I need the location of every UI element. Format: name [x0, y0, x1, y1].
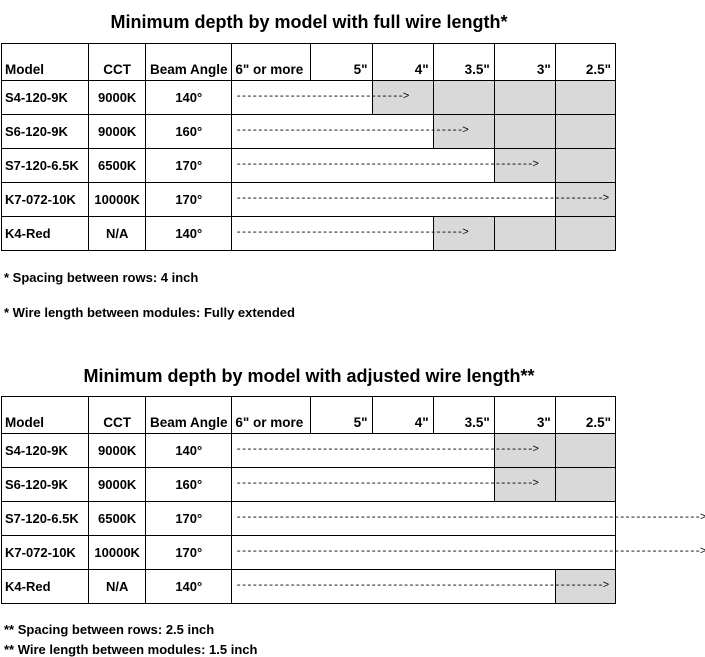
header-cell: 3.5": [433, 397, 494, 434]
table-row: [2, 183, 616, 217]
note-wire-adjusted: ** Wire length between modules: 1.5 inch: [4, 642, 258, 657]
beam-cell: 170°: [146, 149, 232, 183]
title-adjusted-wire: Minimum depth by model with adjusted wire length**: [83, 366, 535, 386]
depth-range-cell: [232, 434, 538, 468]
arrow-indicator: ------------------------------------------>: [235, 226, 468, 239]
note-wire-full: * Wire length between modules: Fully extended: [4, 305, 295, 320]
unsupported-depth-cell: [433, 81, 494, 115]
header-cell: 2.5": [555, 397, 615, 434]
table-row: [2, 570, 616, 604]
cct-cell: 9000K: [89, 115, 146, 149]
cct-cell: 6500K: [89, 149, 146, 183]
unsupported-depth-cell: [555, 115, 615, 149]
depth-range-cell: [232, 81, 409, 115]
depth-range-cell: [232, 217, 468, 251]
table-row: [2, 502, 616, 536]
cct-cell: 10000K: [89, 536, 146, 570]
model-cell: K4-Red: [2, 217, 89, 251]
cct-cell: 10000K: [89, 183, 146, 217]
beam-cell: 140°: [146, 570, 232, 604]
unsupported-depth-cell: [555, 468, 615, 502]
model-cell: S4-120-9K: [2, 81, 89, 115]
arrow-indicator: ------------------------------------------------------->: [235, 443, 538, 456]
depth-range-cell: [232, 183, 609, 217]
depth-range-cell: [232, 502, 705, 536]
model-cell: S6-120-9K: [2, 115, 89, 149]
unsupported-depth-cell: [494, 217, 555, 251]
depth-range-cell: [232, 536, 705, 570]
arrow-indicator: -------------------------------------------------------------------------------------->: [235, 511, 705, 524]
beam-cell: 140°: [146, 217, 232, 251]
beam-cell: 160°: [146, 468, 232, 502]
table-row: [2, 468, 616, 502]
model-cell: S6-120-9K: [2, 468, 89, 502]
header-cell: 6" or more: [232, 44, 311, 81]
model-cell: S7-120-6.5K: [2, 149, 89, 183]
header-cell: Beam Angle: [146, 397, 232, 434]
table-row: [2, 149, 616, 183]
model-cell: S7-120-6.5K: [2, 502, 89, 536]
unsupported-depth-cell: [555, 81, 615, 115]
depth-range-cell: [232, 149, 538, 183]
model-cell: K7-072-10K: [2, 536, 89, 570]
beam-cell: 140°: [146, 434, 232, 468]
header-cell: Model: [2, 44, 89, 81]
cct-cell: 6500K: [89, 502, 146, 536]
depth-range-cell: [232, 570, 609, 604]
beam-cell: 160°: [146, 115, 232, 149]
arrow-indicator: ------------------------------------------------------->: [235, 477, 538, 490]
table-row: [2, 81, 616, 115]
beam-cell: 170°: [146, 502, 232, 536]
unsupported-depth-cell: [494, 81, 555, 115]
depth-table-full-wire: [1, 43, 616, 251]
beam-cell: 170°: [146, 536, 232, 570]
header-cell: 3.5": [433, 44, 494, 81]
unsupported-depth-cell: [494, 115, 555, 149]
note-spacing-full: * Spacing between rows: 4 inch: [4, 270, 199, 285]
header-cell: 5": [311, 397, 372, 434]
table-row: [2, 115, 616, 149]
table-row: [2, 536, 616, 570]
beam-cell: 140°: [146, 81, 232, 115]
arrow-indicator: -------------------------------------------------------------------->: [235, 192, 609, 205]
header-cell: 3": [494, 397, 555, 434]
header-cell: CCT: [89, 397, 146, 434]
cct-cell: 9000K: [89, 81, 146, 115]
depth-range-cell: [232, 115, 468, 149]
cct-cell: 9000K: [89, 434, 146, 468]
header-cell: 3": [494, 44, 555, 81]
arrow-indicator: -------------------------------------------------------------------->: [235, 579, 609, 592]
cct-cell: 9000K: [89, 468, 146, 502]
header-cell: 2.5": [555, 44, 615, 81]
unsupported-depth-cell: [555, 149, 615, 183]
header-cell: Model: [2, 397, 89, 434]
title-full-wire: Minimum depth by model with full wire length*: [110, 12, 508, 32]
header-cell: 4": [372, 44, 433, 81]
header-cell: 4": [372, 397, 433, 434]
header-cell: Beam Angle: [146, 44, 232, 81]
unsupported-depth-cell: [555, 434, 615, 468]
depth-table-adjusted-wire: [1, 396, 705, 604]
table-row: [2, 217, 616, 251]
model-cell: K7-072-10K: [2, 183, 89, 217]
model-cell: S4-120-9K: [2, 434, 89, 468]
arrow-indicator: ------------------------------------------>: [235, 124, 468, 137]
cct-cell: N/A: [89, 217, 146, 251]
arrow-indicator: -------------------------------------------------------------------------------------->: [235, 545, 705, 558]
cct-cell: N/A: [89, 570, 146, 604]
arrow-indicator: ------------------------------------------------------->: [235, 158, 538, 171]
header-cell: CCT: [89, 44, 146, 81]
note-spacing-adjusted: ** Spacing between rows: 2.5 inch: [4, 622, 215, 637]
model-cell: K4-Red: [2, 570, 89, 604]
arrow-indicator: ------------------------------->: [235, 90, 409, 103]
depth-range-cell: [232, 468, 538, 502]
header-cell: 5": [311, 44, 372, 81]
beam-cell: 170°: [146, 183, 232, 217]
header-cell: 6" or more: [232, 397, 311, 434]
unsupported-depth-cell: [555, 217, 615, 251]
table-row: [2, 434, 616, 468]
